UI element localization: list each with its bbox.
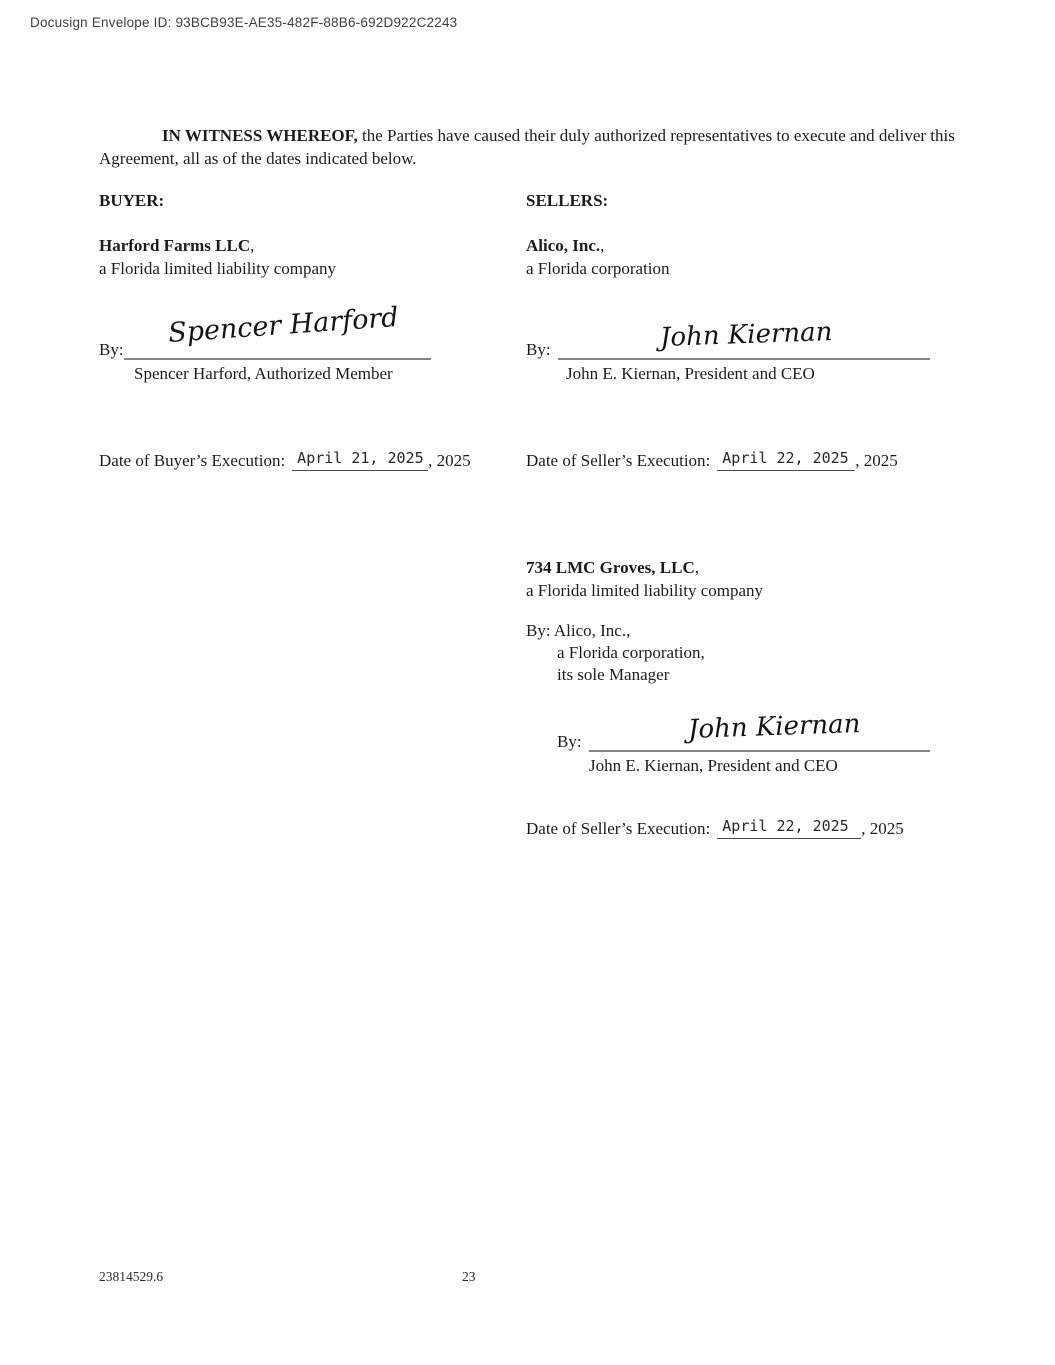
alico-signature-script: John Kiernan <box>659 317 833 353</box>
lmc-manager-desc1: a Florida corporation, <box>557 643 705 662</box>
buyer-signer-name: Spencer Harford, Authorized Member <box>134 364 393 383</box>
lmc-by-row <box>557 730 930 752</box>
witness-paragraph <box>99 124 957 170</box>
alico-signature-line <box>558 338 930 360</box>
witness-rest: the Parties have caused their duly authorized representatives to execute and deliver this Agreement, all as of the dates indicated below. <box>99 126 955 168</box>
lmc-manager-block <box>526 620 705 686</box>
lmc-by-label: By: <box>557 732 582 751</box>
witness-lead: IN WITNESS WHEREOF, <box>162 126 358 145</box>
lmc-signature-script: John Kiernan <box>687 709 861 745</box>
sellers-heading: SELLERS: <box>526 191 609 210</box>
buyer-signature-script: Spencer Harford <box>167 301 400 350</box>
buyer-heading: BUYER: <box>99 191 165 210</box>
alico-by-row <box>526 338 930 360</box>
lmc-company-name: 734 LMC Groves, LLC, <box>526 558 699 577</box>
alico-date-row <box>526 449 898 471</box>
buyer-date-value: April 21, 2025 <box>297 449 424 467</box>
lmc-company-block <box>526 556 763 602</box>
buyer-date-row <box>99 449 471 471</box>
alico-date-suffix: , 2025 <box>855 451 898 470</box>
footer-doc-number: 23814529.6 <box>99 1269 164 1284</box>
buyer-signature-line <box>124 338 431 360</box>
alico-company-desc: a Florida corporation <box>526 259 670 278</box>
alico-date-value: April 22, 2025 <box>722 449 849 467</box>
docusign-envelope-id: Docusign Envelope ID: 93BCB93E-AE35-482F-88B6-692D922C2243 <box>30 15 458 30</box>
buyer-company-desc: a Florida limited liability company <box>99 259 337 278</box>
lmc-company-desc: a Florida limited liability company <box>526 581 764 600</box>
alico-company-block <box>526 234 670 280</box>
lmc-date-row <box>526 817 904 839</box>
buyer-by-row <box>99 338 431 360</box>
lmc-signer-name: John E. Kiernan, President and CEO <box>589 756 838 775</box>
lmc-date-label: Date of Seller’s Execution: <box>526 819 711 838</box>
alico-signer-name: John E. Kiernan, President and CEO <box>566 364 815 383</box>
buyer-company-name: Harford Farms LLC, <box>99 236 255 255</box>
alico-company-name: Alico, Inc., <box>526 236 605 255</box>
lmc-date-suffix: , 2025 <box>861 819 904 838</box>
buyer-by-label: By: <box>99 340 124 359</box>
buyer-date-label: Date of Buyer’s Execution: <box>99 451 286 470</box>
lmc-manager-by-line: By: Alico, Inc., <box>526 621 631 640</box>
buyer-date-field <box>292 449 428 471</box>
alico-date-label: Date of Seller’s Execution: <box>526 451 711 470</box>
lmc-date-value: April 22, 2025 <box>722 817 849 835</box>
buyer-date-suffix: , 2025 <box>428 451 471 470</box>
lmc-signature-line <box>589 730 930 752</box>
lmc-manager-desc2: its sole Manager <box>557 665 670 684</box>
footer-page-number: 23 <box>462 1269 476 1284</box>
buyer-company-block <box>99 234 336 280</box>
alico-by-label: By: <box>526 340 551 359</box>
alico-date-field <box>717 449 855 471</box>
lmc-date-field <box>717 817 861 839</box>
